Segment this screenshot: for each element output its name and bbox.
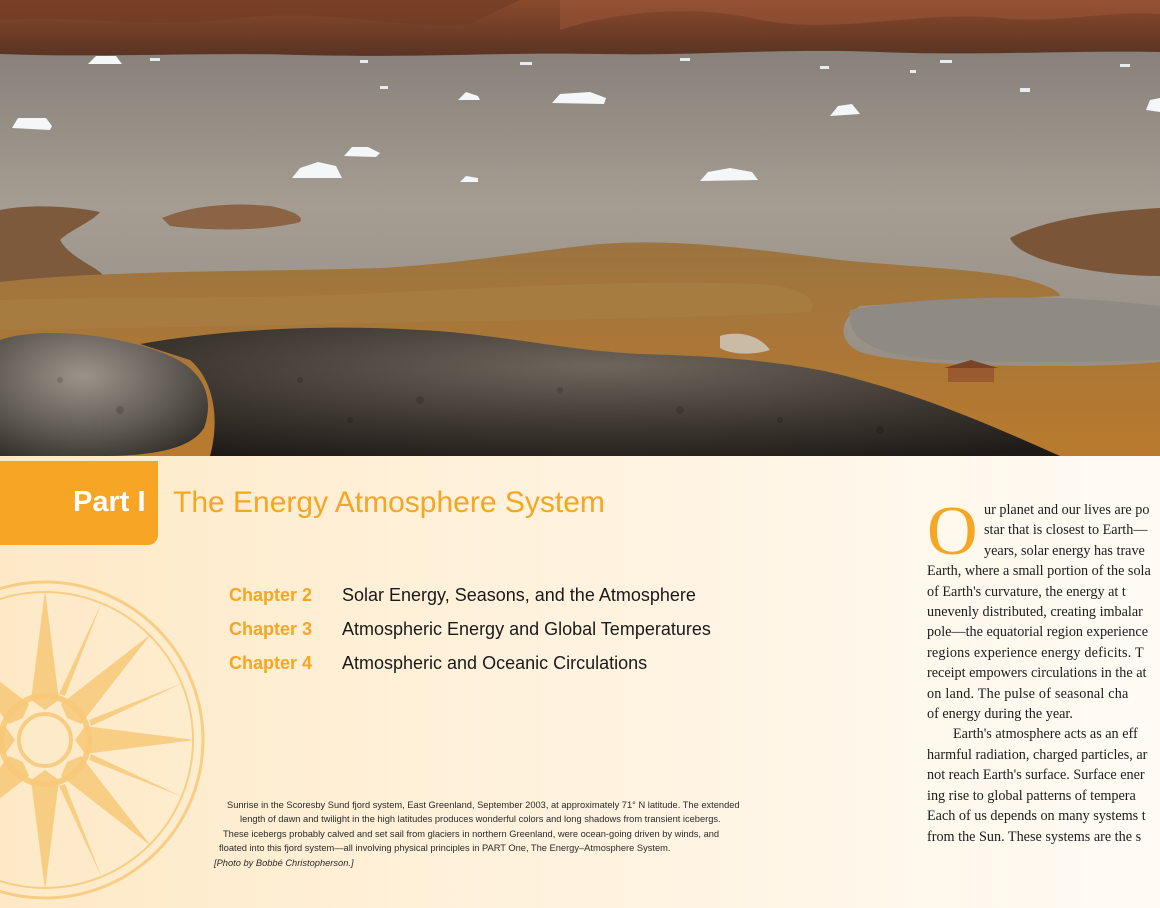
caption-line: floated into this fjord system—all involving physical principles in PART One, The Energy–Atmosphere System. (219, 843, 671, 854)
photo-caption (214, 798, 774, 870)
intro-line: from the Sun. These systems are the s (927, 828, 1142, 845)
caption-line: Sunrise in the Scoresby Sund fjord system, East Greenland, September 2003, at approximately 71° N latitude. The extended (227, 800, 740, 810)
intro-line: unevenly distributed, creating imbalar (927, 604, 1143, 621)
intro-line: harmful radiation, charged particles, ar (927, 746, 1148, 763)
chapter-entry[interactable] (229, 646, 711, 680)
chapter-number: Chapter 4 (229, 652, 313, 673)
chapter-entry[interactable] (229, 578, 711, 612)
intro-line: ur planet and our lives are po (984, 502, 1150, 518)
chapter-list (229, 578, 711, 680)
chapter-title: Atmospheric and Oceanic Circulations (342, 652, 648, 673)
chapter-title: Solar Energy, Seasons, and the Atmosphere (342, 584, 696, 605)
intro-line: Each of us depends on many systems t (927, 808, 1146, 825)
intro-line: on land. The pulse of seasonal cha (927, 685, 1129, 702)
intro-line: of Earth's curvature, the energy at t (927, 583, 1126, 600)
intro-line: not reach Earth's surface. Surface ener (927, 767, 1145, 784)
chapter-number: Chapter 3 (229, 618, 313, 639)
photo-credit: [Photo by Bobbé Christopherson.] (214, 857, 354, 868)
caption-line: length of dawn and twilight in the high latitudes produces wonderful colors and long shadows from transient icebergs. (240, 814, 721, 825)
part-label: Part I (73, 486, 146, 518)
intro-line: receipt empowers circulations in the at (927, 665, 1147, 682)
compass-rose-icon (0, 575, 210, 905)
intro-line: Earth's atmosphere acts as an eff (953, 726, 1138, 743)
drop-cap: O (927, 493, 978, 570)
intro-text (927, 500, 1160, 847)
intro-line: regions experience energy deficits. T (927, 644, 1144, 661)
intro-line: of energy during the year. (927, 706, 1073, 723)
part-title: The Energy Atmosphere System (173, 486, 605, 519)
intro-line: pole—the equatorial region experience (927, 624, 1148, 641)
intro-line: years, solar energy has trave (984, 542, 1145, 559)
intro-line: ing rise to global patterns of tempera (927, 787, 1136, 804)
chapter-title: Atmospheric Energy and Global Temperatures (342, 618, 711, 639)
caption-line: These icebergs probably calved and set sail from glaciers in northern Greenland, were ocean-going driven by winds, and (223, 828, 720, 839)
chapter-number: Chapter 2 (229, 584, 313, 605)
chapter-entry[interactable] (229, 612, 711, 646)
intro-line: star that is closest to Earth— (984, 522, 1148, 539)
intro-line: Earth, where a small portion of the sola (927, 563, 1151, 580)
